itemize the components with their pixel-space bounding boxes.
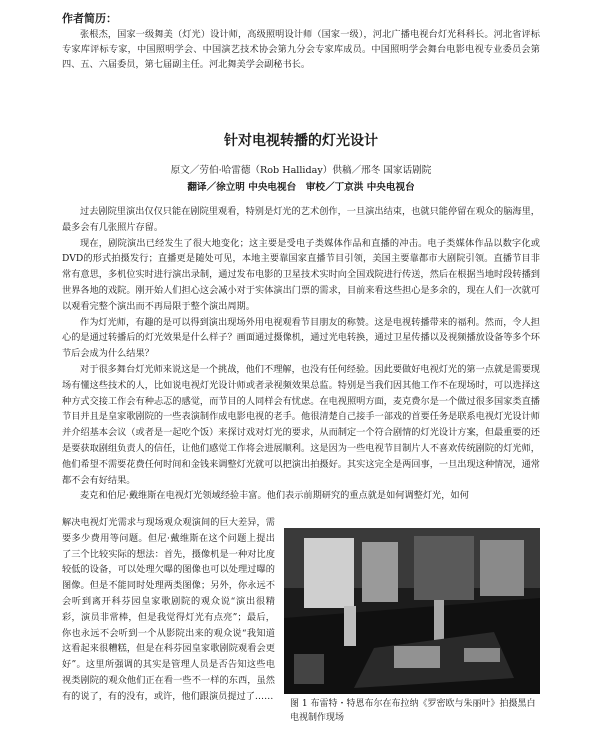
body-paragraph-wrapped: 解决电视灯光需求与现场观众观演间的巨大差异，需要多少费用等问题。但尼·戴维斯在这个问题上提出了三个比较实际的想法：首先，摄像机是一种对比度较低的设备，可以处理欠曝的图像也可以处理过曝的图像。但是不能同时处理两类图像；另外，你永远不会听到离开科芬园皇家歌剧院的观众说“演出很精彩，演员非常棒，但是我觉得灯光有点亮”；最后，你也永远不会听到一个从影院出来的观众说“我知道这看起来很糟糕，但是在科芬园皇家歌剧院观看会更好”。这里所强调的其实是管理人员是否告知这些电视类剧院的观众他们正在看一些不一样的东西，虽然有的说了，有的没有，或许，他们跟演员提过了…… <box>62 517 275 702</box>
body-paragraph: 作为灯光师，有趣的是可以得到演出现场外用电视观看节目朋友的称赞。这是电视转播带来的福利。然而，令人担心的是通过转播后的灯光效果是什么样子？画面通过摄像机，通过光电转换，通过卫星传播以及视频播放设备等多个环节后会成为什么结果？ <box>62 316 540 360</box>
author-bio: 张根杰，国家一级舞美（灯光）设计师，高级照明设计师（国家一级），河北广播电视台灯光科科长。河北省评标专家库评标专家，中国照明学会、中国演艺技术协会第九分会专家库成员。中国照明学会舞台电影电视专业委员会第四、五、六届委员，第七届副主任。河北舞美学会副秘书长。 <box>62 29 540 70</box>
body-paragraph: 现在，剧院演出已经发生了很大地变化；这主要是受电子类媒体作品和直播的冲击。电子类媒体作品以数字化或DVD的形式拍摄发行；直播更是随处可见，本地主要靠国家直播节目引领，美国主要靠都市大剧院引领。直播节目非常有意思，多机位实时进行演出录制，通过发布电影的卫星技术实时向全国戏院进行传送，然后在根据当地时段转播到世界各地的戏院。刚开始人们担心这会减小对于实体演出门票的需求，目前来看这些担心是多余的，现在人们一次就可以观看完整个演出而不再局限于整个演出周期。 <box>62 237 540 312</box>
figure-caption: 图 1 布雷特・特恩布尔在布拉纳《罗密欧与朱丽叶》拍摄黑白电视制作现场 <box>290 699 536 723</box>
article-title: 针对电视转播的灯光设计 <box>224 133 378 149</box>
stage-photo <box>284 528 540 694</box>
article-body <box>62 204 540 504</box>
credit-translator-line: 翻译／徐立明 中央电视台 审校／丁京洪 中央电视台 <box>187 182 415 193</box>
author-heading: 作者简历： <box>62 12 117 25</box>
body-paragraph: 过去剧院里演出仅仅只能在剧院里观看，特别是灯光的艺术创作，一旦演出结束，也就只能停留在观众的脑海里，最多会有几张照片存留。 <box>62 206 540 233</box>
body-paragraph: 麦克和伯尼·戴维斯在电视灯光领域经验丰富。他们表示前期研究的重点就是如何调整灯光，如何 <box>80 490 469 502</box>
article-credits <box>62 162 540 196</box>
author-info <box>62 12 540 72</box>
wrapped-text-column <box>62 515 275 705</box>
credit-author-line: 原文／劳伯·哈雷德（Rob Halliday）供稿／邢冬 国家话剧院 <box>170 165 432 176</box>
stage-photo-image <box>284 528 540 694</box>
body-paragraph: 对于很多舞台灯光师来说这是一个挑战，他们不理解，也没有任何经验。因此要做好电视灯光的第一点就是需要现场有懂这些技术的人，比如说电视灯光设计师或者录视频效果总监。特别是当我们因其他工作不在现场时，可以选择这种方式交接工作会有种忐忑的感觉，而节目的人同样会有忧虑。在电视照明方面，麦克费尔是一个做过很多国家类直播节目并且是皇家歌剧院的一些表演制作成电影电视的老手。他很清楚自己接手一部戏的首要任务是联系电视灯光设计师并介绍基本会议（或者是一起吃个饭）来探讨戏对灯光的要求，从而制定一个符合剧情的灯光设计方案，但最重要的还是要获取剧组负责人的信任，让他们感觉工作将会进展顺利。这是因为一些电视节目制片人不喜欢传统剧院的灯光师，他们希望不需要花费任何时间和金钱来调整灯光就可以把演出拍摄好。其实这完全是两回事，一旦出现这种情况，通常都不会有好结果。 <box>62 363 540 486</box>
